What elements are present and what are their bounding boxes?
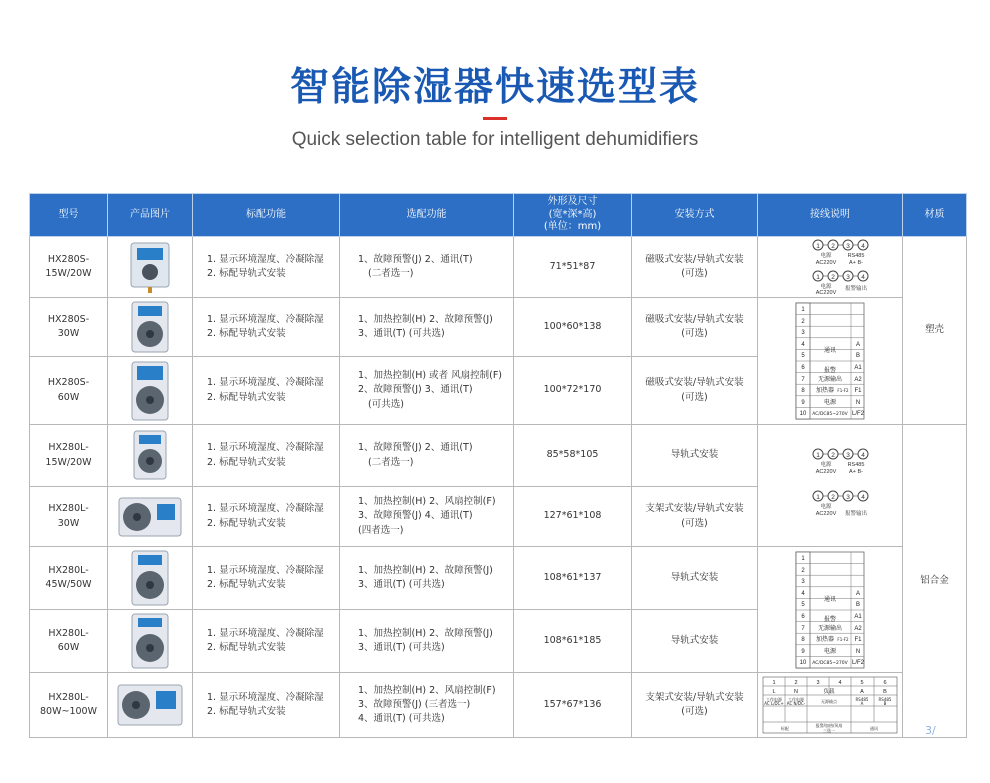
product-image (108, 357, 193, 425)
svg-text:A: A (860, 689, 864, 695)
product-image (108, 298, 193, 357)
wiring-term-label: 2 (831, 243, 835, 250)
svg-text:F1: F1 (854, 388, 862, 394)
svg-text:4: 4 (861, 493, 865, 501)
svg-text:报警输出: 报警输出 (844, 510, 868, 517)
install-cell: 支架式安装/导轨式安装 (可选) (632, 673, 758, 738)
svg-text:AC N/DC-: AC N/DC- (786, 701, 806, 706)
product-image (108, 487, 193, 547)
optional-cell: 1、故障预警(J) 2、通讯(T) (二者选一) (340, 237, 514, 298)
svg-text:工作电源: 工作电源 (788, 697, 804, 702)
standard-cell: 1. 显示环境湿度、冷凝除湿 2. 标配导轨式安装 (193, 298, 340, 357)
svg-text:标配: 标配 (781, 726, 789, 731)
svg-text:AC L/DC+: AC L/DC+ (764, 701, 784, 706)
svg-text:3: 3 (816, 680, 820, 686)
model-cell: HX280L- 15W/20W (30, 425, 108, 487)
table-row (30, 425, 967, 487)
wiring-power-label: 电源 (820, 284, 832, 290)
standard-cell: 1. 显示环境湿度、冷凝除湿 2. 标配导轨式安装 (193, 487, 340, 547)
model-cell: HX280S- 15W/20W (30, 237, 108, 298)
optional-cell: 1、加热控制(H) 或者 风扇控制(F) 2、故障预警(J) 3、通讯(T) (可共选) (340, 357, 514, 425)
wiring-power-label: 电源 (820, 253, 832, 259)
table-row (30, 547, 967, 610)
svg-text:通讯: 通讯 (870, 726, 878, 731)
svg-text:无源输出: 无源输出 (817, 624, 843, 632)
svg-text:无源输点: 无源输点 (821, 699, 837, 704)
optional-cell: 1、加热控制(H) 2、风扇控制(F) 3、故障预警(J) 4、通讯(T) (四者选一) (340, 487, 514, 547)
model-cell: HX280S- 60W (30, 357, 108, 425)
svg-text:三选一: 三选一 (823, 728, 835, 733)
svg-text:10: 10 (799, 659, 807, 666)
wiring-ac-label: AC220V (815, 290, 837, 296)
svg-text:1: 1 (816, 451, 820, 459)
svg-text:A: A (860, 701, 864, 706)
svg-text:L/F2: L/F2 (851, 659, 865, 666)
wiring-rs485-label: RS485 (847, 253, 865, 259)
svg-text:A: A (855, 590, 861, 597)
wiring-diagram-terminals-a (758, 237, 903, 298)
svg-text:报警: 报警 (823, 367, 837, 374)
svg-text:1: 1 (801, 555, 805, 562)
svg-text:5: 5 (801, 353, 805, 359)
model-cell: HX280L- 45W/50W (30, 547, 108, 610)
svg-text:加热器: 加热器 (815, 635, 835, 643)
install-cell: 磁吸式安装/导轨式安装 (可选) (632, 298, 758, 357)
svg-text:2: 2 (801, 319, 805, 325)
install-cell: 磁吸式安装/导轨式安装 (可选) (632, 357, 758, 425)
svg-text:2: 2 (831, 493, 835, 501)
svg-text:AC220V: AC220V (815, 468, 837, 475)
svg-text:A+ B-: A+ B- (849, 468, 863, 475)
col-install: 安装方式 (632, 194, 758, 237)
wiring-term-label: 3 (846, 274, 850, 281)
size-cell: 108*61*185 (514, 610, 632, 673)
svg-text:RS485: RS485 (855, 697, 869, 702)
col-image: 产品图片 (108, 194, 193, 237)
svg-text:N: N (855, 648, 861, 655)
table-row (30, 237, 967, 298)
svg-text:2: 2 (794, 680, 798, 686)
size-cell: 127*61*108 (514, 487, 632, 547)
svg-text:B: B (883, 689, 887, 695)
material-aluminum: 铝合金 (903, 425, 967, 738)
table-row (30, 298, 967, 357)
wiring-term-label: 3 (846, 243, 850, 250)
size-cell: 71*51*87 (514, 237, 632, 298)
optional-cell: 1、加热控制(H) 2、故障预警(J) 3、通讯(T) (可共选) (340, 298, 514, 357)
svg-text:7: 7 (801, 625, 805, 632)
col-size: 外形及尺寸 (宽*深*高) (单位：mm) (514, 194, 632, 237)
svg-text:N: N (855, 400, 861, 406)
svg-text:B: B (855, 601, 861, 608)
svg-text:N: N (794, 689, 798, 695)
svg-text:4: 4 (838, 680, 842, 686)
svg-text:8: 8 (801, 388, 805, 394)
svg-text:AC220V: AC220V (815, 510, 837, 517)
svg-text:1: 1 (816, 493, 820, 501)
svg-text:3: 3 (846, 451, 850, 459)
model-cell: HX280S- 30W (30, 298, 108, 357)
standard-cell: 1. 显示环境湿度、冷凝除湿 2. 标配导轨式安装 (193, 547, 340, 610)
wiring-diagram-strip-b (758, 547, 903, 673)
wiring-term-label: 1 (816, 274, 820, 281)
svg-text:B: B (855, 353, 861, 359)
svg-text:L: L (772, 689, 776, 695)
col-optional: 选配功能 (340, 194, 514, 237)
svg-text:负载: 负载 (823, 689, 835, 695)
svg-text:F1-F2: F1-F2 (837, 388, 849, 393)
svg-text:电源: 电源 (823, 647, 837, 655)
install-cell: 支架式安装/导轨式安装 (可选) (632, 487, 758, 547)
svg-text:通讯: 通讯 (823, 595, 837, 603)
title-underline (483, 117, 507, 120)
wiring-diagram-wide (758, 673, 903, 738)
svg-text:7: 7 (801, 377, 805, 383)
optional-cell: 1、故障预警(J) 2、通讯(T) (二者选一) (340, 425, 514, 487)
svg-text:3: 3 (846, 493, 850, 501)
col-material: 材质 (903, 194, 967, 237)
svg-text:A2: A2 (854, 625, 862, 632)
product-image (108, 425, 193, 487)
install-cell: 导轨式安装 (632, 610, 758, 673)
standard-cell: 1. 显示环境湿度、冷凝除湿 2. 标配导轨式安装 (193, 425, 340, 487)
svg-text:3: 3 (801, 578, 805, 585)
svg-text:9: 9 (801, 400, 805, 406)
svg-text:A1: A1 (854, 365, 862, 371)
model-cell: HX280L- 80W~100W (30, 673, 108, 738)
size-cell: 100*60*138 (514, 298, 632, 357)
svg-text:5: 5 (860, 680, 864, 686)
install-cell: 导轨式安装 (632, 547, 758, 610)
standard-cell: 1. 显示环境湿度、冷凝除湿 2. 标配导轨式安装 (193, 237, 340, 298)
model-cell: HX280L- 30W (30, 487, 108, 547)
svg-text:AC/DC85~270V: AC/DC85~270V (812, 412, 848, 417)
page-title: 智能除湿器快速选型表 (289, 65, 700, 110)
col-model: 型号 (30, 194, 108, 237)
svg-text:2: 2 (801, 567, 805, 574)
model-cell: HX280L- 60W (30, 610, 108, 673)
svg-text:无源输出: 无源输出 (817, 376, 843, 383)
svg-text:L/F2: L/F2 (851, 411, 865, 417)
svg-text:1: 1 (772, 680, 776, 686)
svg-text:报警/加热/风扇: 报警/加热/风扇 (815, 723, 843, 728)
col-standard: 标配功能 (193, 194, 340, 237)
svg-text:A: A (855, 342, 861, 348)
install-cell: 磁吸式安装/导轨式安装 (可选) (632, 237, 758, 298)
table-row (30, 673, 967, 738)
product-image (108, 237, 193, 298)
product-image (108, 673, 193, 738)
optional-cell: 1、加热控制(H) 2、故障预警(J) 3、通讯(T) (可共选) (340, 610, 514, 673)
wiring-term-label: 4 (861, 274, 865, 281)
col-wiring: 接线说明 (758, 194, 903, 237)
svg-text:F1: F1 (854, 636, 862, 643)
svg-text:A2: A2 (854, 377, 862, 383)
svg-text:5: 5 (801, 601, 805, 608)
svg-text:RS485: RS485 (847, 461, 865, 468)
svg-text:8: 8 (801, 636, 805, 643)
svg-text:4: 4 (801, 590, 805, 597)
selection-table (29, 193, 967, 738)
svg-text:电源: 电源 (823, 399, 837, 406)
svg-text:AC/DC85~270V: AC/DC85~270V (812, 660, 848, 666)
standard-cell: 1. 显示环境湿度、冷凝除湿 2. 标配导轨式安装 (193, 357, 340, 425)
svg-text:通讯: 通讯 (823, 347, 837, 354)
wiring-diagram-strip-a (758, 298, 903, 425)
svg-text:4: 4 (801, 342, 805, 348)
svg-text:6: 6 (801, 613, 805, 620)
svg-text:F1-F2: F1-F2 (837, 636, 849, 642)
svg-text:RS485: RS485 (878, 697, 892, 702)
terminal-strip-svg (795, 302, 865, 420)
optional-cell: 1、加热控制(H) 2、故障预警(J) 3、通讯(T) (可共选) (340, 547, 514, 610)
svg-text:B: B (883, 701, 887, 706)
wiring-diagram-terminals-b (758, 425, 903, 547)
svg-text:加热器: 加热器 (815, 387, 835, 394)
svg-text:9: 9 (801, 648, 805, 655)
wiring-term-label: 1 (816, 243, 820, 250)
svg-text:6: 6 (883, 680, 887, 686)
standard-cell: 1. 显示环境湿度、冷凝除湿 2. 标配导轨式安装 (193, 610, 340, 673)
wiring-term-label: 2 (831, 274, 835, 281)
install-cell: 导轨式安装 (632, 425, 758, 487)
svg-text:工作电源: 工作电源 (766, 697, 782, 702)
product-image (108, 547, 193, 610)
wiring-ac-label: AC220V (815, 260, 837, 266)
size-cell: 108*61*137 (514, 547, 632, 610)
svg-text:2: 2 (831, 451, 835, 459)
svg-text:电源: 电源 (820, 503, 832, 510)
standard-cell: 1. 显示环境湿度、冷凝除湿 2. 标配导轨式安装 (193, 673, 340, 738)
size-cell: 85*58*105 (514, 425, 632, 487)
wiring-alarm-label: 报警输出 (844, 286, 868, 292)
svg-text:3: 3 (801, 330, 805, 336)
svg-text:10: 10 (799, 411, 807, 417)
svg-text:4: 4 (861, 451, 865, 459)
product-image (108, 610, 193, 673)
svg-text:电源: 电源 (820, 461, 832, 468)
material-plastic: 塑壳 (903, 237, 967, 425)
page-corner-mark: 3/ (925, 724, 936, 737)
optional-cell: 1、加热控制(H) 2、风扇控制(F) 3、故障预警(J) (三者选一) 4、通讯(T) (可共选) (340, 673, 514, 738)
wiring-term-label: 4 (861, 243, 865, 250)
size-cell: 100*72*170 (514, 357, 632, 425)
wiring-ab-label: A+ B- (849, 260, 863, 266)
size-cell: 157*67*136 (514, 673, 632, 738)
svg-text:A1: A1 (854, 613, 862, 620)
svg-text:报警: 报警 (823, 615, 837, 623)
svg-text:1: 1 (801, 307, 805, 313)
svg-text:6: 6 (801, 365, 805, 371)
page-subtitle: Quick selection table for intelligent dehumidifiers (291, 129, 699, 150)
